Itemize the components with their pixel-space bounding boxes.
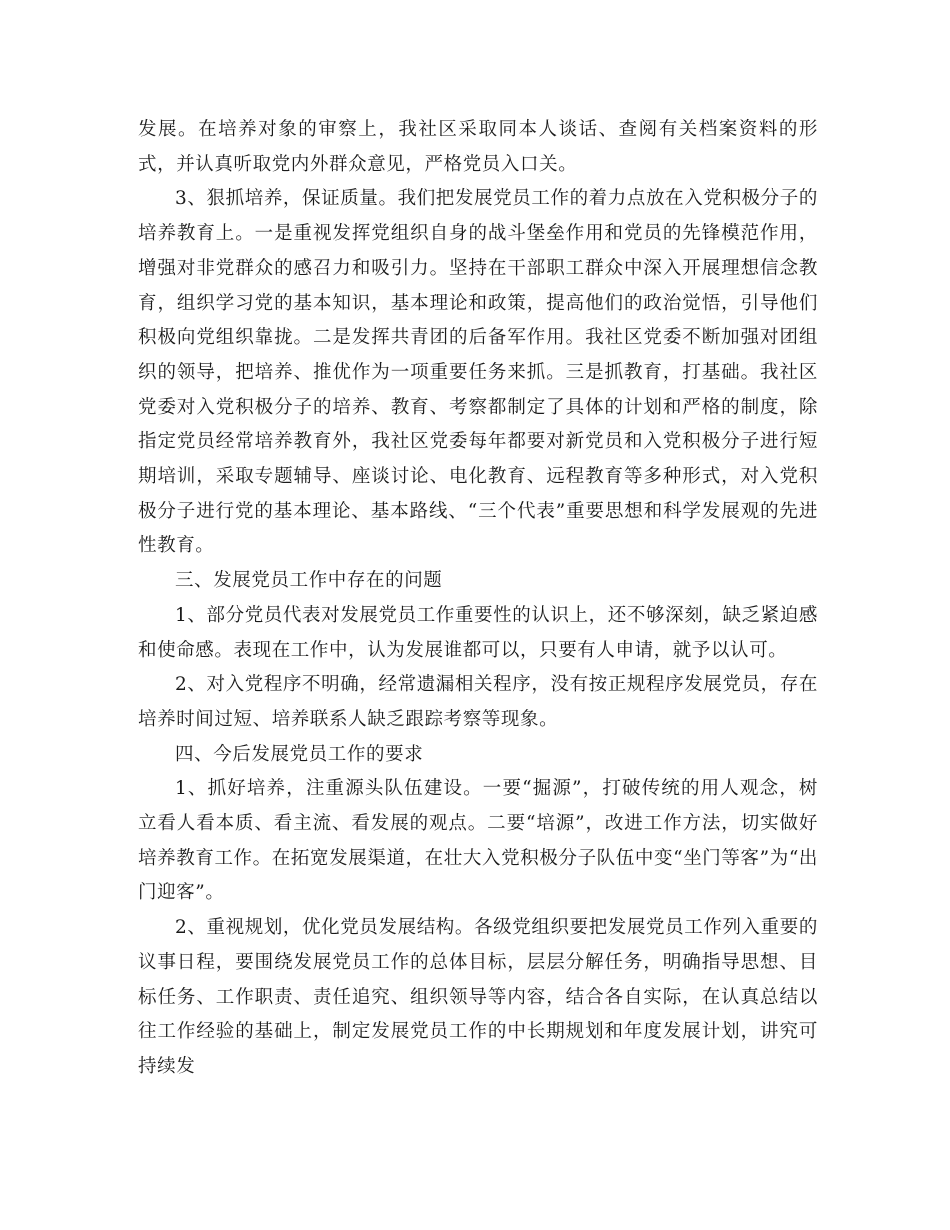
paragraph-problem-2: 2、对入党程序不明确，经常遗漏相关程序，没有按正规程序发展党员，存在培养时间过短、培养联系人缺乏跟踪考察等现象。: [138, 674, 818, 730]
section-heading-problems: 三、发展党员工作中存在的问题: [175, 570, 443, 592]
paragraph-cultivation-quality: 3、狠抓培养，保证质量。我们把发展党员工作的着力点放在入党积极分子的培养教育上。一是重视发挥党组织自身的战斗堡垒作用和党员的先锋模范作用，增强对非党群众的感召力和吸引力。坚持在干部职工群众中深入开展理想信念教育，组织学习党的基本知识，基本理论和政策，提高他们的政治觉悟，引导他们积极向党组织靠拢。二是发挥共青团的后备军作用。我社区党委不断加强对团组织的领导，把培养、推优作为一项重要任务来抓。三是抓教育，打基础。我社区党委对入党积极分子的培养、教育、考察都制定了具体的计划和严格的制度，除指定党员经常培养教育外，我社区党委每年都要对新党员和入党积极分子进行短期培训，采取专题辅导、座谈讨论、电化教育、远程教育等多种形式，对入党积极分子进行党的基本理论、基本路线、“三个代表”重要思想和科学发展观的先进性教育。: [138, 188, 818, 557]
paragraph-requirement-1: 1、抓好培养，注重源头队伍建设。一要“掘源”，打破传统的用人观念，树立看人看本质、看主流、看发展的观点。二要“培源”，改进工作方法，切实做好培养教育工作。在拓宽发展渠道，在壮大入党积极分子队伍中变“坐门等客”为“出门迎客”。: [138, 778, 818, 904]
document-body: [138, 113, 818, 1085]
paragraph-problem-1: 1、部分党员代表对发展党员工作重要性的认识上，还不够深刻，缺乏紧迫感和使命感。表现在工作中，认为发展谁都可以，只要有人申请，就予以认可。: [138, 604, 818, 661]
paragraph-requirement-2: 2、重视规划，优化党员发展结构。各级党组织要把发展党员工作列入重要的议事日程，要围绕发展党员工作的总体目标，层层分解任务，明确指导思想、目标任务、工作职责、责任追究、组织领导等内容，结合各自实际，在认真总结以往工作经验的基础上，制定发展党员工作的中长期规划和年度发展计划，讲究可持续发: [138, 917, 818, 1077]
paragraph-continuation: 发展。在培养对象的审察上，我社区采取同本人谈话、查阅有关档案资料的形式，并认真听取党内外群众意见，严格党员入口关。: [138, 119, 818, 175]
section-heading-requirements: 四、今后发展党员工作的要求: [175, 743, 424, 765]
